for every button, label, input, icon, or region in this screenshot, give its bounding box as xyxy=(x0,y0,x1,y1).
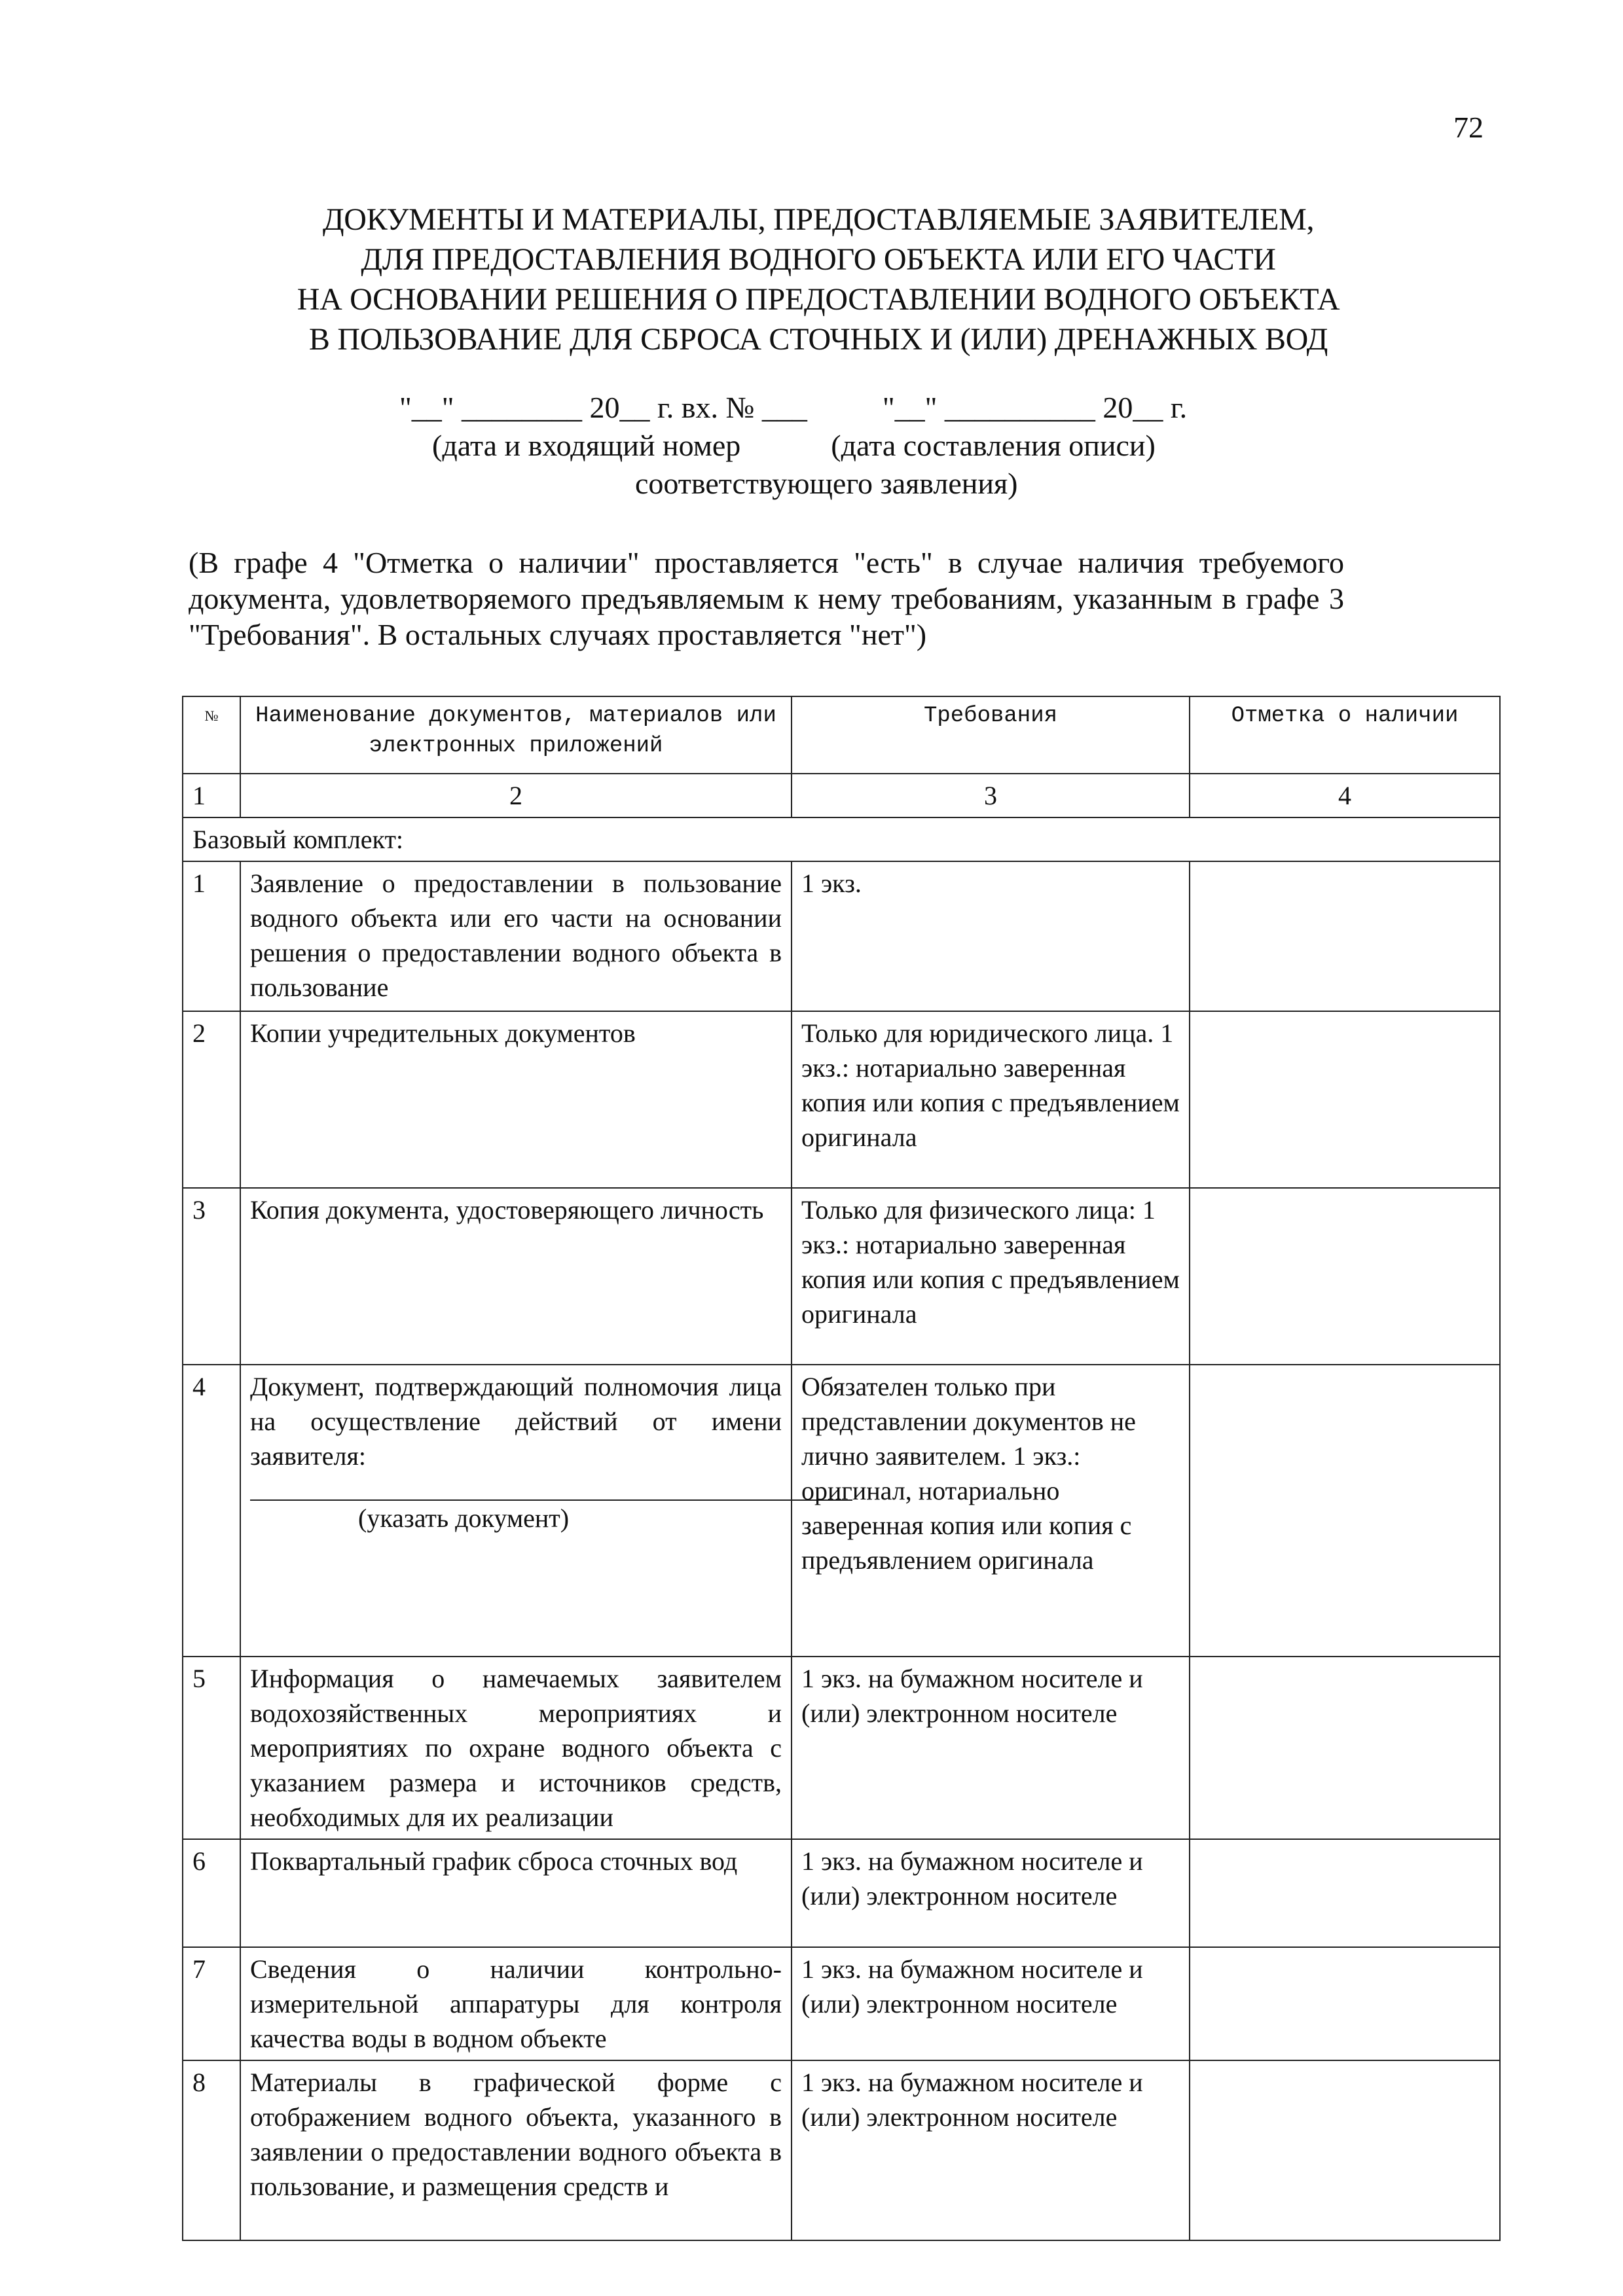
table-row xyxy=(183,1839,1500,1947)
documents-table xyxy=(182,696,1501,2241)
table-row xyxy=(183,2060,1500,2240)
row-num: 3 xyxy=(183,1188,240,1365)
title-line: ДОКУМЕНТЫ И МАТЕРИАЛЫ, ПРЕДОСТАВЛЯЕМЫЕ ЗАЯВИТЕЛЕМ, xyxy=(322,202,1315,237)
row-name-cell xyxy=(240,1365,792,1657)
column-index: 2 xyxy=(240,774,792,817)
row-requirements: 1 экз. на бумажном носителе и (или) электронном носителе xyxy=(792,1657,1190,1839)
row-name: Поквартальный график сброса сточных вод xyxy=(240,1839,792,1947)
column-index: 1 xyxy=(183,774,240,817)
row-requirements: Только для юридического лица. 1 экз.: нотариально заверенная копия или копия с предъявлением оригинала xyxy=(792,1011,1190,1188)
table-row xyxy=(183,1365,1500,1657)
row-name: Копии учредительных документов xyxy=(240,1011,792,1188)
column-index-row xyxy=(183,774,1500,817)
row-requirements: 1 экз. на бумажном носителе и (или) электронном носителе xyxy=(792,2060,1190,2240)
row-mark-cell xyxy=(1190,861,1500,1011)
row-name: Копия документа, удостоверяющего личность xyxy=(240,1188,792,1365)
column-index: 3 xyxy=(792,774,1190,817)
date-fields: "__" ________ 20__ г. вх. № ___ "__" __________ 20__ г. xyxy=(399,391,1188,424)
row-name: Материалы в графической форме с отображением водного объекта, указанного в заявлении о предоставлении водного объекта в пользование, и размещения средств и xyxy=(240,2060,792,2240)
row-name: Информация о намечаемых заявителем водохозяйственных мероприятиях и мероприятиях по охране водного объекта с указанием размера и источников средств, необходимых для их реализации xyxy=(240,1657,792,1839)
sign-hint: (указать документ) xyxy=(358,1503,570,1533)
table-header-row xyxy=(183,696,1500,774)
header-name: Наименование документов, материалов или электронных приложений xyxy=(240,696,792,774)
header-num: № xyxy=(183,696,240,774)
row-name: Заявление о предоставлении в пользование водного объекта или его части на основании решения о предоставлении водного объекта в пользование xyxy=(240,861,792,1011)
header-requirements: Требования xyxy=(792,696,1190,774)
row-requirements: 1 экз. xyxy=(792,861,1190,1011)
document-title xyxy=(196,200,1440,359)
table-row xyxy=(183,1011,1500,1188)
row-mark-cell xyxy=(1190,1947,1500,2060)
section-title: Базовый комплект: xyxy=(183,817,1500,861)
instruction-note: (В графе 4 "Отметка о наличии" проставляется "есть" в случае наличия требуемого документа, удовлетворяемого предъявляемым к нему требованиям, указанным в графе 3 "Требования". В остальных случаях проставляется "нет") xyxy=(189,546,1344,651)
row-name: Сведения о наличии контрольно-измерительной аппаратуры для контроля качества воды в водном объекте xyxy=(240,1947,792,2060)
table-row xyxy=(183,1657,1500,1839)
table-row xyxy=(183,1947,1500,2060)
row-requirements: 1 экз. на бумажном носителе и (или) электронном носителе xyxy=(792,1947,1190,2060)
table-row xyxy=(183,1188,1500,1365)
row-num: 7 xyxy=(183,1947,240,2060)
row-requirements: Только для физического лица: 1 экз.: нотариально заверенная копия или копия с предъявлением оригинала xyxy=(792,1188,1190,1365)
section-row xyxy=(183,817,1500,861)
table-row xyxy=(183,861,1500,1011)
row-mark-cell xyxy=(1190,1011,1500,1188)
title-line: В ПОЛЬЗОВАНИЕ ДЛЯ СБРОСА СТОЧНЫХ И (ИЛИ) ДРЕНАЖНЫХ ВОД xyxy=(308,322,1328,357)
date-captions: (дата и входящий номер (дата составления описи) xyxy=(432,429,1156,462)
date-caption-continued: соответствующего заявления) xyxy=(635,467,1018,500)
row-mark-cell xyxy=(1190,1188,1500,1365)
row-num: 8 xyxy=(183,2060,240,2240)
row-num: 1 xyxy=(183,861,240,1011)
row-mark-cell xyxy=(1190,1657,1500,1839)
title-line: ДЛЯ ПРЕДОСТАВЛЕНИЯ ВОДНОГО ОБЪЕКТА ИЛИ ЕГО ЧАСТИ xyxy=(361,242,1276,277)
row-num: 6 xyxy=(183,1839,240,1947)
row-num: 5 xyxy=(183,1657,240,1839)
row-num: 4 xyxy=(183,1365,240,1657)
row-mark-cell xyxy=(1190,2060,1500,2240)
row-mark-cell xyxy=(1190,1365,1500,1657)
row-requirements: Обязателен только при представлении документов не лично заявителем. 1 экз.: оригинал, нотариально заверенная копия или копия с предъявлением оригинала xyxy=(792,1365,1190,1657)
row-num: 2 xyxy=(183,1011,240,1188)
title-line: НА ОСНОВАНИИ РЕШЕНИЯ О ПРЕДОСТАВЛЕНИИ ВОДНОГО ОБЪЕКТА xyxy=(297,282,1340,317)
row-requirements: 1 экз. на бумажном носителе и (или) электронном носителе xyxy=(792,1839,1190,1947)
row-name: Документ, подтверждающий полномочия лица на осуществление действий от имени заявителя: xyxy=(250,1372,782,1471)
signature-blank-line xyxy=(250,1473,852,1501)
row-mark-cell xyxy=(1190,1839,1500,1947)
column-index: 4 xyxy=(1190,774,1500,817)
page-number: 72 xyxy=(1453,111,1484,144)
header-mark: Отметка о наличии xyxy=(1190,696,1500,774)
